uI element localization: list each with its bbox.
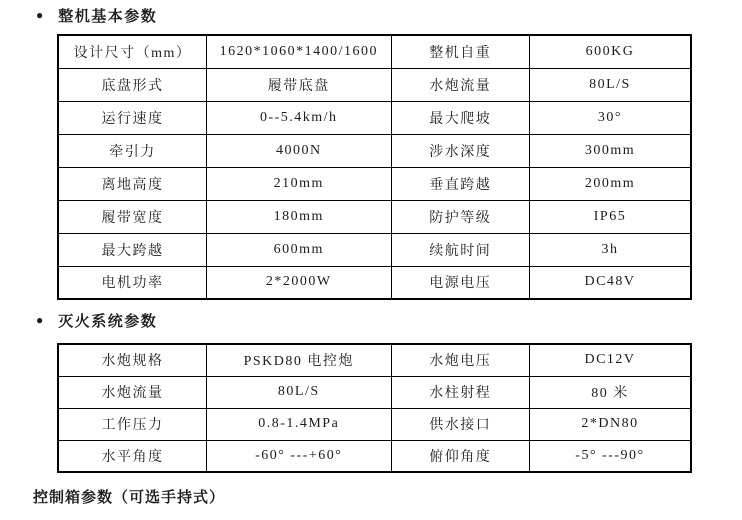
param-value: 2*DN80 (529, 408, 691, 440)
param-value: 3h (529, 233, 691, 266)
param-label: 工作压力 (58, 408, 206, 440)
section-header-basic-params (36, 5, 157, 26)
param-label: 水炮流量 (58, 376, 206, 408)
param-label: 整机自重 (391, 35, 529, 68)
table-row (58, 440, 691, 472)
param-value: 0--5.4km/h (206, 101, 391, 134)
table-row (58, 167, 691, 200)
param-value: 履带底盘 (206, 68, 391, 101)
bullet-icon: ● (36, 312, 44, 327)
param-label: 电机功率 (58, 266, 206, 299)
section-header-control-box: 控制箱参数（可选手持式） (33, 490, 226, 506)
param-value: 2*2000W (206, 266, 391, 299)
section-header-fire-system (36, 310, 157, 331)
param-value: 210mm (206, 167, 391, 200)
param-value: 200mm (529, 167, 691, 200)
table-row (58, 200, 691, 233)
param-label: 最大爬坡 (391, 101, 529, 134)
param-value: 1620*1060*1400/1600 (206, 35, 391, 68)
param-value: 300mm (529, 134, 691, 167)
param-value: IP65 (529, 200, 691, 233)
param-value: 180mm (206, 200, 391, 233)
param-value: PSKD80 电控炮 (206, 344, 391, 376)
param-value: 80 米 (529, 376, 691, 408)
param-label: 运行速度 (58, 101, 206, 134)
param-label: 涉水深度 (391, 134, 529, 167)
param-value: 80L/S (529, 68, 691, 101)
param-value: 0.8-1.4MPa (206, 408, 391, 440)
section-title: 灭火系统参数 (58, 314, 158, 330)
param-label: 最大跨越 (58, 233, 206, 266)
table-row (58, 101, 691, 134)
param-label: 电源电压 (391, 266, 529, 299)
param-label: 水炮电压 (391, 344, 529, 376)
param-label: 履带宽度 (58, 200, 206, 233)
param-value: -5° ---90° (529, 440, 691, 472)
param-value: 4000N (206, 134, 391, 167)
param-label: 水柱射程 (391, 376, 529, 408)
param-value: DC12V (529, 344, 691, 376)
fire-system-table (57, 343, 692, 473)
param-value: 600mm (206, 233, 391, 266)
param-label: 离地高度 (58, 167, 206, 200)
param-label: 供水接口 (391, 408, 529, 440)
param-label: 垂直跨越 (391, 167, 529, 200)
param-value: 80L/S (206, 376, 391, 408)
param-label: 设计尺寸（mm） (58, 35, 206, 68)
param-label: 水平角度 (58, 440, 206, 472)
param-value: DC48V (529, 266, 691, 299)
param-value: -60° ---+60° (206, 440, 391, 472)
param-label: 牵引力 (58, 134, 206, 167)
table-row (58, 134, 691, 167)
param-value: 30° (529, 101, 691, 134)
bullet-icon: ● (36, 7, 44, 22)
table-row (58, 408, 691, 440)
param-value: 600KG (529, 35, 691, 68)
param-label: 俯仰角度 (391, 440, 529, 472)
section-title: 整机基本参数 (58, 9, 158, 25)
param-label: 水炮规格 (58, 344, 206, 376)
table-row (58, 35, 691, 68)
param-label: 水炮流量 (391, 68, 529, 101)
table-row (58, 266, 691, 299)
basic-params-table (57, 34, 692, 300)
table-row (58, 344, 691, 376)
param-label: 续航时间 (391, 233, 529, 266)
table-row (58, 376, 691, 408)
param-label: 防护等级 (391, 200, 529, 233)
table-row (58, 68, 691, 101)
param-label: 底盘形式 (58, 68, 206, 101)
table-row (58, 233, 691, 266)
